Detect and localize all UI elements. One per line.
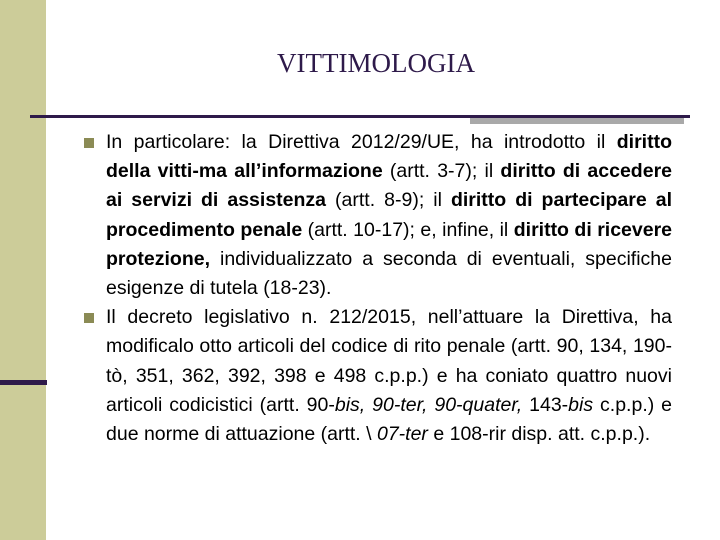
bullet1-text: (artt. 10-17); e, infine, il: [302, 218, 514, 241]
bullet1-text: In particolare: la Direttiva 2012/29/UE, ha introdotto il: [106, 131, 617, 153]
bullet2-italic-2: bis: [568, 393, 594, 416]
bullet1-text: individualizzato a seconda di eventuali, specifiche esigenze di tutela (18-23).: [106, 247, 672, 300]
bullet1-emphasis-1: diritto della vitti-ma all’informazione: [106, 131, 672, 183]
bullet-item-1: [84, 128, 672, 303]
title-divider-shadow: [470, 118, 684, 124]
bullet2-text: e 108-rir disp. att. c.p.p.).: [427, 423, 651, 446]
bullet2-text: c.p.p.) e due norme di attuazione (artt. \: [106, 393, 673, 446]
bullet2-italic-3: 07-ter: [376, 423, 428, 446]
bullet2-text: Il decreto legislativo n. 212/2015, nell’attuare la Direttiva, ha modificalo otto articoli del codice di rito penale (artt. 90, 134, 190-tò, 351, 362, 392, 398 e 498 c.p.p.) e ha coniato quattro nuovi articoli codicistici (artt. 90-: [106, 306, 672, 416]
bullet1-emphasis-2: diritto di accedere ai servizi di assistenza: [106, 160, 672, 212]
left-decorative-band: [0, 0, 46, 540]
bullet1-text: (artt. 8-9); il: [326, 189, 451, 212]
slide-title: VITTIMOLOGIA: [277, 48, 475, 78]
square-bullet-icon: [84, 138, 94, 148]
left-accent-line: [0, 380, 47, 385]
bullet-item-2: [84, 303, 672, 449]
bullet1-emphasis-4: diritto di ricevere protezione,: [106, 218, 673, 270]
bullet2-text: 143-: [522, 393, 569, 416]
bullet1-text: (artt. 3-7); il: [382, 160, 501, 183]
slide-body: [84, 128, 672, 449]
bullet2-italic-1: bis, 90-ter, 90-quater,: [334, 393, 523, 416]
square-bullet-icon: [84, 313, 94, 323]
bullet1-emphasis-3: diritto di partecipare al procedimento penale: [106, 189, 672, 241]
